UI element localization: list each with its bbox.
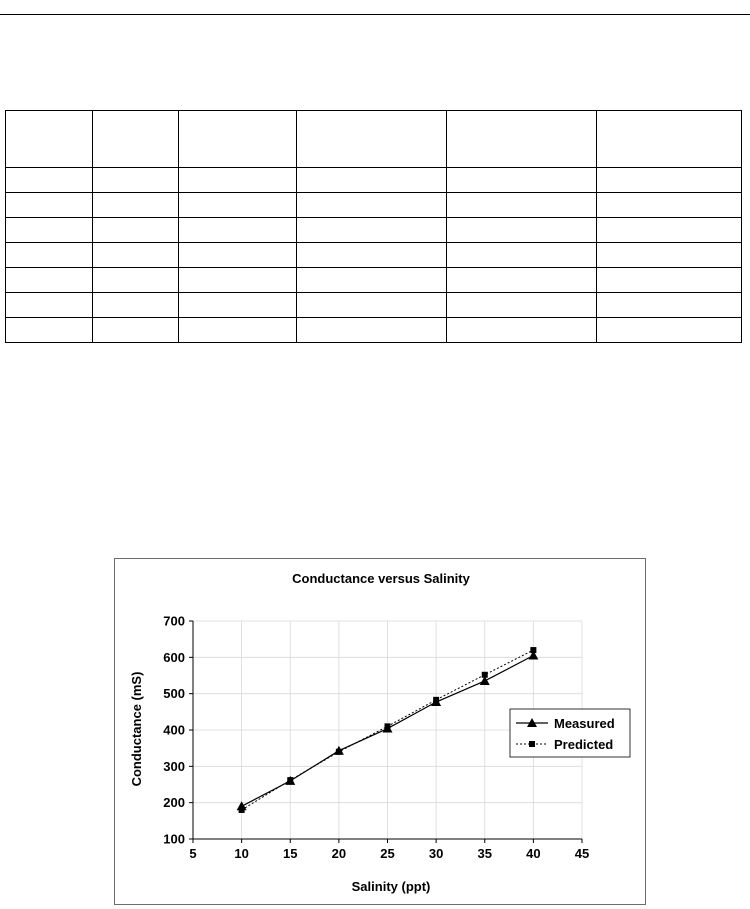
table-cell xyxy=(297,318,447,343)
chart-legend xyxy=(510,709,630,757)
table-cell xyxy=(447,218,597,243)
table-cell xyxy=(447,318,597,343)
table-header-row xyxy=(6,111,742,168)
table-cell xyxy=(597,193,742,218)
x-tick-label: 45 xyxy=(574,846,590,861)
legend-marker-predicted xyxy=(529,741,535,747)
chart-frame xyxy=(114,558,646,905)
table-cell xyxy=(93,218,179,243)
table-cell xyxy=(179,268,297,293)
table-cell xyxy=(179,293,297,318)
table-row xyxy=(6,318,742,343)
table-cell xyxy=(297,218,447,243)
table-cell xyxy=(6,268,93,293)
chart-title: Conductance versus Salinity xyxy=(292,571,470,586)
y-tick-label: 500 xyxy=(163,686,185,702)
table-cell xyxy=(93,293,179,318)
page-top-rule xyxy=(0,14,750,15)
table-cell xyxy=(297,193,447,218)
y-tick-label: 700 xyxy=(163,613,185,629)
y-tick-label: 400 xyxy=(163,722,185,738)
table-row xyxy=(6,168,742,193)
table-cell xyxy=(447,168,597,193)
table-cell xyxy=(447,243,597,268)
table-cell xyxy=(6,293,93,318)
y-tick-label: 600 xyxy=(163,649,185,665)
table-cell xyxy=(297,243,447,268)
y-tick-label: 200 xyxy=(163,795,185,811)
table-cell xyxy=(297,293,447,318)
table-header-cell xyxy=(447,111,597,168)
data-point-measured xyxy=(285,776,295,785)
table-header-cell xyxy=(179,111,297,168)
table-cell xyxy=(93,268,179,293)
y-tick-label: 300 xyxy=(163,758,185,774)
table-cell xyxy=(597,293,742,318)
table-header-cell xyxy=(597,111,742,168)
x-axis-label: Salinity (ppt) xyxy=(351,879,431,894)
x-tick-label: 20 xyxy=(331,846,347,861)
table-cell xyxy=(93,193,179,218)
table-cell xyxy=(179,318,297,343)
table-cell xyxy=(6,218,93,243)
data-table xyxy=(5,110,742,343)
legend-label-measured: Measured xyxy=(554,716,615,731)
table-cell xyxy=(6,243,93,268)
table-cell xyxy=(447,193,597,218)
table-cell xyxy=(93,318,179,343)
table-cell xyxy=(179,168,297,193)
x-tick-label: 40 xyxy=(526,846,541,861)
table-cell xyxy=(597,218,742,243)
table-cell xyxy=(597,243,742,268)
x-tick-label: 15 xyxy=(283,846,298,861)
x-tick-label: 30 xyxy=(428,846,444,861)
table-header-cell xyxy=(297,111,447,168)
table-row xyxy=(6,193,742,218)
table-cell xyxy=(297,168,447,193)
table-cell xyxy=(179,243,297,268)
table-cell xyxy=(6,318,93,343)
table-cell xyxy=(597,268,742,293)
table-row xyxy=(6,293,742,318)
data-point-measured xyxy=(480,676,490,685)
legend-label-predicted: Predicted xyxy=(554,737,614,752)
x-tick-label: 5 xyxy=(189,846,197,861)
table-cell xyxy=(179,193,297,218)
table-cell xyxy=(297,268,447,293)
y-axis-label: Conductance (mS) xyxy=(129,671,144,787)
table-cell xyxy=(597,168,742,193)
table-cell xyxy=(93,243,179,268)
data-point-measured xyxy=(431,697,441,706)
table-row xyxy=(6,243,742,268)
table-cell xyxy=(6,193,93,218)
table-cell xyxy=(179,218,297,243)
x-tick-label: 25 xyxy=(380,846,395,861)
table-header-cell xyxy=(93,111,179,168)
table-row xyxy=(6,218,742,243)
table-cell xyxy=(6,168,93,193)
x-tick-label: 35 xyxy=(477,846,492,861)
conductance-chart xyxy=(115,559,647,906)
table-cell xyxy=(447,268,597,293)
table-cell xyxy=(447,293,597,318)
table-cell xyxy=(93,168,179,193)
table-cell xyxy=(597,318,742,343)
x-tick-label: 10 xyxy=(234,846,249,861)
y-tick-label: 100 xyxy=(163,831,185,847)
table-header-cell xyxy=(6,111,93,168)
table-row xyxy=(6,268,742,293)
